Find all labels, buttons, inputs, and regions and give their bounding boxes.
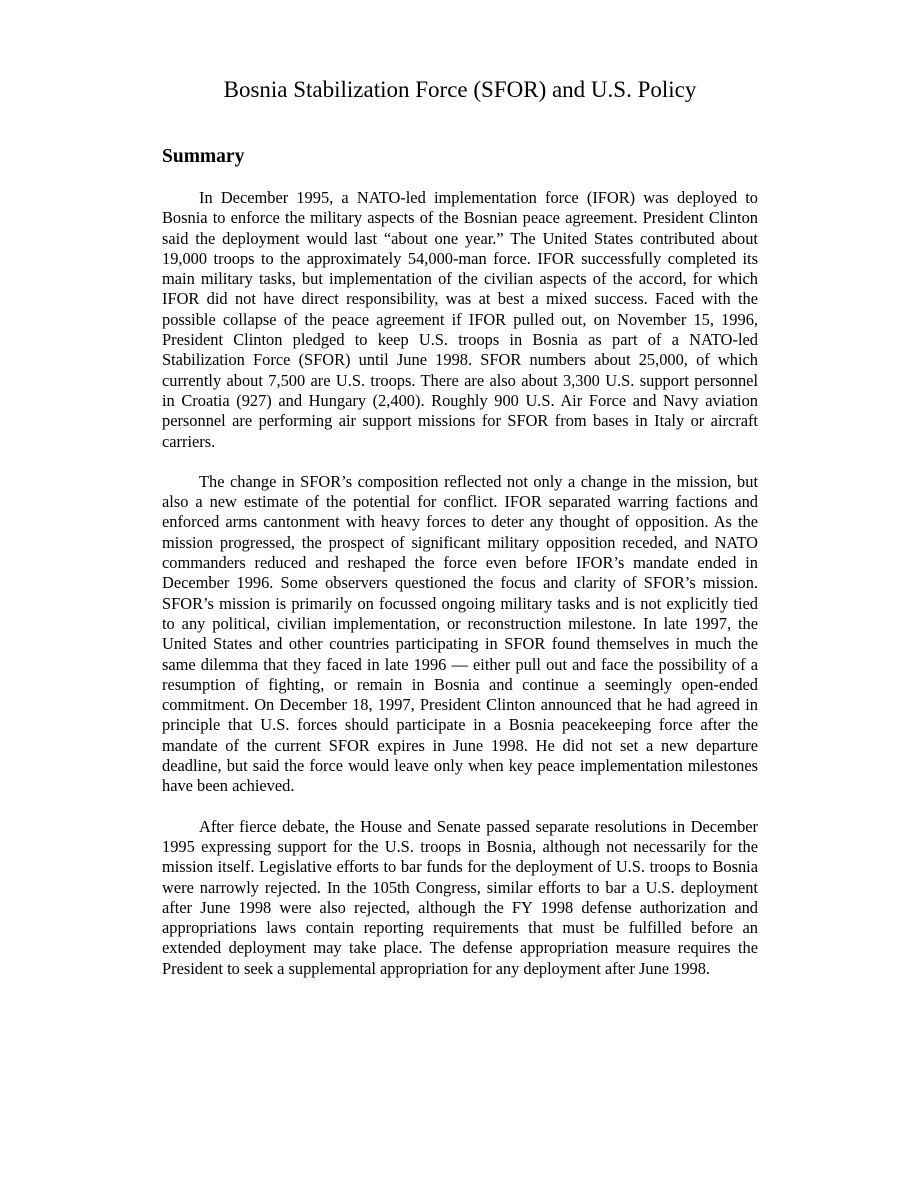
paragraph-1: In December 1995, a NATO-led implementation force (IFOR) was deployed to Bosnia to enforce the military aspects of the Bosnian peace agreement. President Clinton said the deployment would last “about one year.” The United States contributed about 19,000 troops to the approximately 54,000-man force. IFOR successfully completed its main military tasks, but implementation of the civilian aspects of the accord, for which IFOR did not have direct responsibility, was at best a mixed success. Faced with the possible collapse of the peace agreement if IFOR pulled out, on November 15, 1996, President Clinton pledged to keep U.S. troops in Bosnia as part of a NATO-led Stabilization Force (SFOR) until June 1998. SFOR numbers about 25,000, of which currently about 7,500 are U.S. troops. There are also about 3,300 U.S. support personnel in Croatia (927) and Hungary (2,400). Roughly 900 U.S. Air Force and Navy aviation personnel are performing air support missions for SFOR from bases in Italy or aircraft carriers. xyxy=(162,188,758,451)
summary-body xyxy=(162,188,758,999)
paragraph-2: The change in SFOR’s composition reflected not only a change in the mission, but also a new estimate of the potential for conflict. IFOR separated warring factions and enforced arms cantonment with heavy forces to deter any thought of opposition. As the mission progressed, the prospect of significant military opposition receded, and NATO commanders reduced and reshaped the force even before IFOR’s mandate ended in December 1996. Some observers questioned the focus and clarity of SFOR’s mission. SFOR’s mission is primarily on focussed ongoing military tasks and is not explicitly tied to any political, civilian implementation, or reconstruction milestone. In late 1997, the United States and other countries participating in SFOR found themselves in much the same dilemma that they faced in late 1996 — either pull out and face the possibility of a resumption of fighting, or remain in Bosnia and continue a seemingly open-ended commitment. On December 18, 1997, President Clinton announced that he had agreed in principle that U.S. forces should participate in a Bosnia peacekeeping force after the mandate of the current SFOR expires in June 1998. He did not set a new departure deadline, but said the force would leave only when key peace implementation milestones have been achieved. xyxy=(162,471,758,796)
section-heading: Summary xyxy=(162,146,245,167)
paragraph-3: After fierce debate, the House and Senate passed separate resolutions in December 1995 expressing support for the U.S. troops in Bosnia, although not necessarily for the mission itself. Legislative efforts to bar funds for the deployment of U.S. troops to Bosnia were narrowly rejected. In the 105th Congress, similar efforts to bar a U.S. deployment after June 1998 were also rejected, although the FY 1998 defense authorization and appropriations laws contain reporting requirements that must be fulfilled before an extended deployment may take place. The defense appropriation measure requires the President to seek a supplemental appropriation for any deployment after June 1998. xyxy=(162,816,758,978)
document-title: Bosnia Stabilization Force (SFOR) and U.S. Policy xyxy=(223,77,697,102)
